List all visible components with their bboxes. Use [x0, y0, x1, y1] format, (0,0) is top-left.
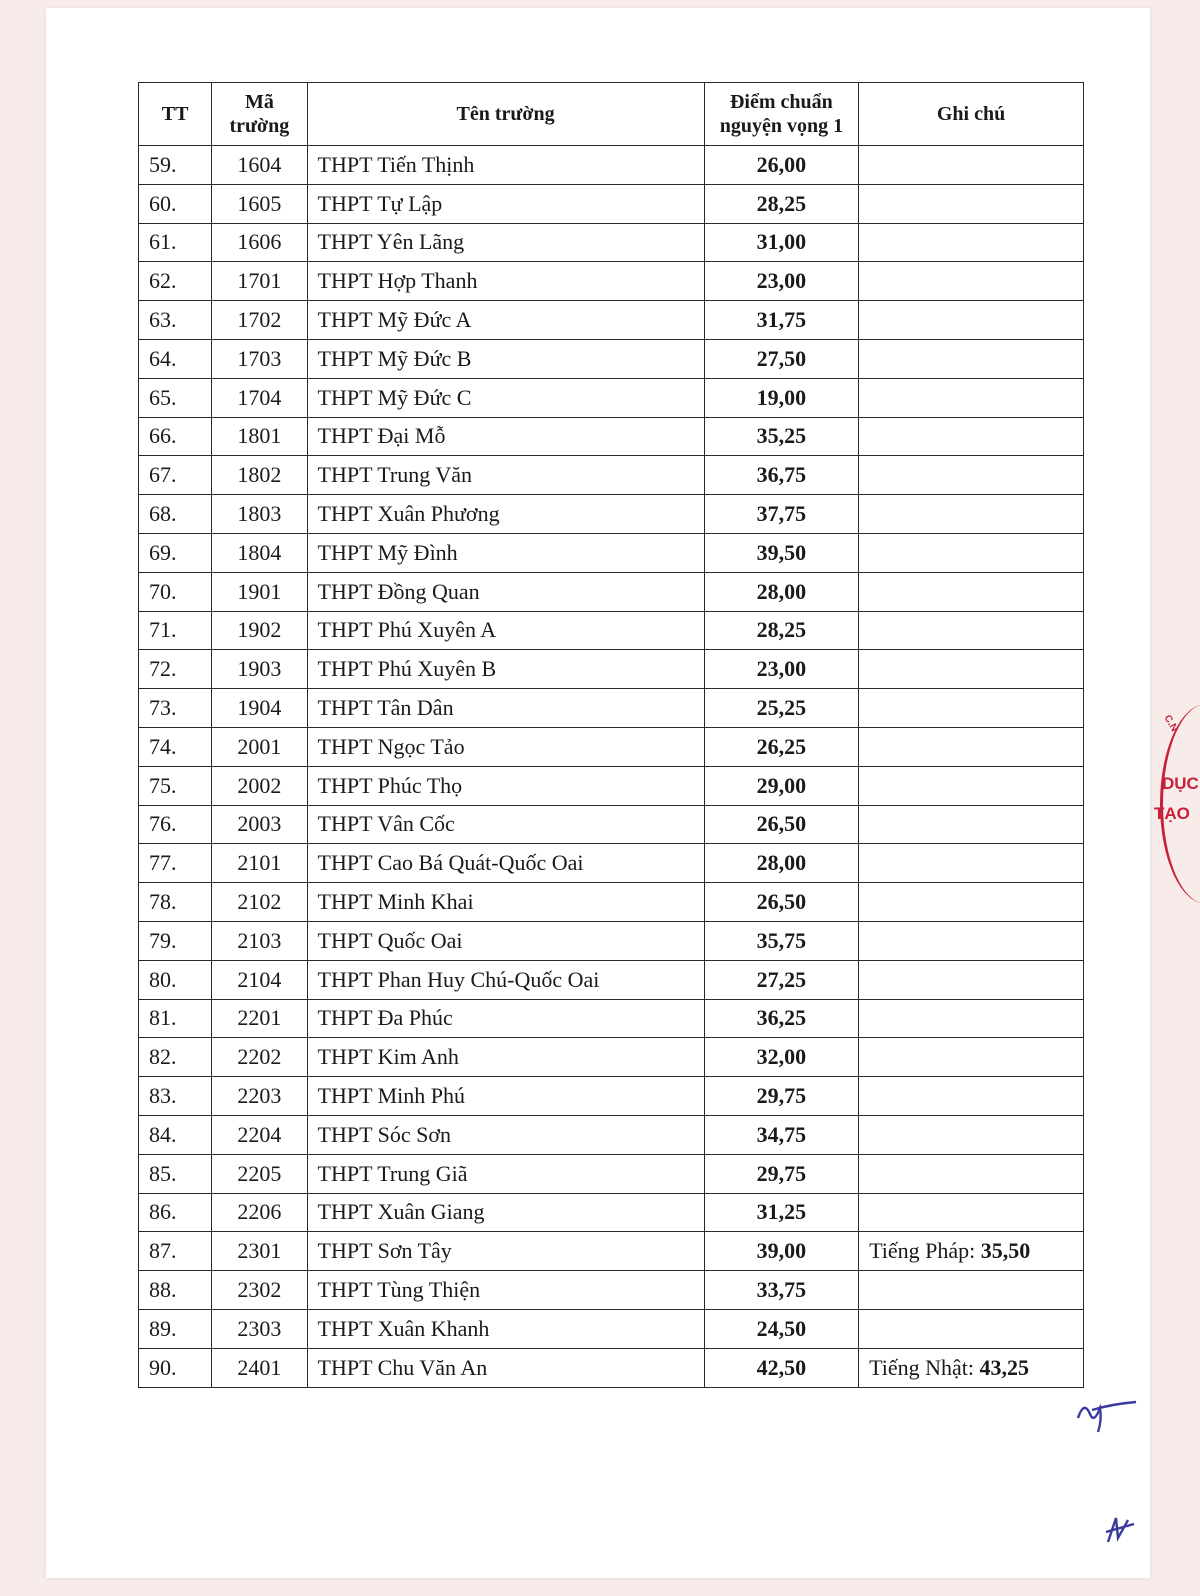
cell-ma-truong: 2202	[212, 1038, 307, 1077]
cell-diem-chuan: 27,25	[704, 960, 858, 999]
cell-diem-chuan: 26,50	[704, 883, 858, 922]
cell-ten-truong: THPT Chu Văn An	[307, 1348, 704, 1387]
cell-ten-truong: THPT Phú Xuyên B	[307, 650, 704, 689]
cell-diem-chuan: 36,75	[704, 456, 858, 495]
cell-ten-truong: THPT Minh Phú	[307, 1077, 704, 1116]
cell-ten-truong: THPT Phúc Thọ	[307, 766, 704, 805]
table-row	[139, 417, 1084, 456]
cell-diem-chuan: 31,75	[704, 301, 858, 340]
cell-tt: 64.	[139, 339, 212, 378]
cell-ten-truong: THPT Tân Dân	[307, 689, 704, 728]
cell-ten-truong: THPT Vân Cốc	[307, 805, 704, 844]
cell-ten-truong: THPT Minh Khai	[307, 883, 704, 922]
cell-ghi-chu	[859, 184, 1084, 223]
cell-diem-chuan: 42,50	[704, 1348, 858, 1387]
handwritten-initial-mark	[1102, 1508, 1142, 1548]
cell-ghi-chu	[859, 689, 1084, 728]
cell-tt: 72.	[139, 650, 212, 689]
seal-text-2: TẠO	[1154, 804, 1190, 823]
table-row	[139, 223, 1084, 262]
cell-tt: 73.	[139, 689, 212, 728]
cell-ten-truong: THPT Phú Xuyên A	[307, 611, 704, 650]
header-diem-chuan	[704, 83, 858, 146]
cell-ten-truong: THPT Tiến Thịnh	[307, 146, 704, 185]
cell-ten-truong: THPT Hợp Thanh	[307, 262, 704, 301]
table-row	[139, 766, 1084, 805]
cell-ghi-chu	[859, 650, 1084, 689]
cell-diem-chuan: 29,75	[704, 1154, 858, 1193]
note-label: Tiếng Pháp:	[869, 1238, 976, 1264]
cell-ghi-chu	[859, 456, 1084, 495]
cell-ghi-chu	[859, 999, 1084, 1038]
cell-tt: 74.	[139, 727, 212, 766]
cell-ten-truong: THPT Yên Lãng	[307, 223, 704, 262]
cell-diem-chuan: 39,00	[704, 1232, 858, 1271]
cell-diem-chuan: 26,00	[704, 146, 858, 185]
cell-ma-truong: 1802	[212, 456, 307, 495]
cell-diem-chuan: 19,00	[704, 378, 858, 417]
cell-ghi-chu	[859, 921, 1084, 960]
table-row	[139, 1038, 1084, 1077]
cell-tt: 78.	[139, 883, 212, 922]
cell-ma-truong: 1904	[212, 689, 307, 728]
cell-diem-chuan: 39,50	[704, 533, 858, 572]
cell-ma-truong: 2102	[212, 883, 307, 922]
table-row	[139, 1232, 1084, 1271]
seal-text-1: DỤC	[1162, 774, 1199, 793]
cell-ma-truong: 2101	[212, 844, 307, 883]
cell-tt: 62.	[139, 262, 212, 301]
cell-diem-chuan: 28,25	[704, 611, 858, 650]
table-row	[139, 727, 1084, 766]
cell-ten-truong: THPT Trung Văn	[307, 456, 704, 495]
cell-ma-truong: 2401	[212, 1348, 307, 1387]
cell-ghi-chu	[859, 805, 1084, 844]
table-header-row	[139, 83, 1084, 146]
cell-tt: 63.	[139, 301, 212, 340]
table-row	[139, 921, 1084, 960]
cell-ten-truong: THPT Đồng Quan	[307, 572, 704, 611]
cell-ghi-chu	[859, 883, 1084, 922]
cell-tt: 77.	[139, 844, 212, 883]
cell-ma-truong: 1803	[212, 495, 307, 534]
cell-ma-truong: 1606	[212, 223, 307, 262]
cell-tt: 76.	[139, 805, 212, 844]
cell-tt: 83.	[139, 1077, 212, 1116]
cell-tt: 71.	[139, 611, 212, 650]
red-seal-stamp	[1152, 708, 1199, 898]
cell-ghi-chu	[859, 960, 1084, 999]
seal-text-top: C.N	[1161, 713, 1180, 734]
table-row	[139, 1193, 1084, 1232]
cell-ma-truong: 1703	[212, 339, 307, 378]
cell-diem-chuan: 33,75	[704, 1271, 858, 1310]
cell-ghi-chu	[859, 495, 1084, 534]
cell-ma-truong: 1804	[212, 533, 307, 572]
header-ghi-chu: Ghi chú	[859, 83, 1084, 146]
cell-ten-truong: THPT Sơn Tây	[307, 1232, 704, 1271]
cell-ma-truong: 1901	[212, 572, 307, 611]
cell-tt: 59.	[139, 146, 212, 185]
cell-ten-truong: THPT Mỹ Đức C	[307, 378, 704, 417]
table-row	[139, 960, 1084, 999]
cell-tt: 66.	[139, 417, 212, 456]
cell-ten-truong: THPT Cao Bá Quát-Quốc Oai	[307, 844, 704, 883]
cell-ghi-chu	[859, 727, 1084, 766]
cell-tt: 67.	[139, 456, 212, 495]
admission-scores-table	[138, 82, 1084, 1388]
table-row	[139, 1309, 1084, 1348]
note-value: 43,25	[979, 1354, 1030, 1380]
cell-ten-truong: THPT Trung Giã	[307, 1154, 704, 1193]
cell-diem-chuan: 24,50	[704, 1309, 858, 1348]
cell-ma-truong: 2205	[212, 1154, 307, 1193]
cell-ghi-chu	[859, 766, 1084, 805]
cell-ghi-chu	[859, 1271, 1084, 1310]
cell-ten-truong: THPT Kim Anh	[307, 1038, 704, 1077]
table-row	[139, 805, 1084, 844]
header-diem-line1: Điểm chuẩn	[729, 91, 833, 113]
document-page	[46, 8, 1199, 1578]
cell-diem-chuan: 34,75	[704, 1115, 858, 1154]
cell-ten-truong: THPT Ngọc Tảo	[307, 727, 704, 766]
cell-ten-truong: THPT Xuân Khanh	[307, 1309, 704, 1348]
cell-tt: 80.	[139, 960, 212, 999]
cell-ma-truong: 1903	[212, 650, 307, 689]
cell-diem-chuan: 36,25	[704, 999, 858, 1038]
cell-ten-truong: THPT Đại Mỗ	[307, 417, 704, 456]
header-ma-truong-line1: Mã	[244, 91, 274, 113]
cell-ten-truong: THPT Mỹ Đình	[307, 533, 704, 572]
cell-diem-chuan: 32,00	[704, 1038, 858, 1077]
cell-ten-truong: THPT Đa Phúc	[307, 999, 704, 1038]
cell-tt: 84.	[139, 1115, 212, 1154]
header-ma-truong-line2: trường	[229, 115, 290, 137]
cell-tt: 60.	[139, 184, 212, 223]
handwritten-initial-signature	[1070, 1388, 1140, 1444]
cell-ghi-chu	[859, 223, 1084, 262]
table-row	[139, 883, 1084, 922]
cell-ma-truong: 1902	[212, 611, 307, 650]
cell-ma-truong: 1605	[212, 184, 307, 223]
cell-ma-truong: 1801	[212, 417, 307, 456]
cell-ma-truong: 2203	[212, 1077, 307, 1116]
cell-ghi-chu	[859, 1038, 1084, 1077]
cell-tt: 89.	[139, 1309, 212, 1348]
cell-tt: 88.	[139, 1271, 212, 1310]
cell-tt: 69.	[139, 533, 212, 572]
header-ten-truong: Tên trường	[307, 83, 704, 146]
cell-ghi-chu	[859, 611, 1084, 650]
cell-ten-truong: THPT Sóc Sơn	[307, 1115, 704, 1154]
header-diem-line2: nguyện vọng 1	[719, 115, 844, 137]
cell-ghi-chu	[859, 1077, 1084, 1116]
cell-ten-truong: THPT Xuân Giang	[307, 1193, 704, 1232]
table-row	[139, 1154, 1084, 1193]
cell-diem-chuan: 28,00	[704, 572, 858, 611]
cell-diem-chuan: 26,50	[704, 805, 858, 844]
cell-ghi-chu	[859, 1309, 1084, 1348]
table-row	[139, 650, 1084, 689]
cell-diem-chuan: 31,25	[704, 1193, 858, 1232]
table-body	[139, 146, 1084, 1388]
cell-ten-truong: THPT Tùng Thiện	[307, 1271, 704, 1310]
cell-ten-truong: THPT Mỹ Đức B	[307, 339, 704, 378]
cell-diem-chuan: 23,00	[704, 650, 858, 689]
cell-ten-truong: THPT Mỹ Đức A	[307, 301, 704, 340]
cell-diem-chuan: 27,50	[704, 339, 858, 378]
cell-ghi-chu	[859, 301, 1084, 340]
note-value: 35,50	[980, 1238, 1031, 1264]
cell-ten-truong: THPT Quốc Oai	[307, 921, 704, 960]
table-row	[139, 301, 1084, 340]
cell-ten-truong: THPT Tự Lập	[307, 184, 704, 223]
cell-diem-chuan: 37,75	[704, 495, 858, 534]
cell-ma-truong: 2002	[212, 766, 307, 805]
cell-diem-chuan: 29,75	[704, 1077, 858, 1116]
cell-tt: 90.	[139, 1348, 212, 1387]
table-row	[139, 689, 1084, 728]
cell-ma-truong: 2302	[212, 1271, 307, 1310]
table-row	[139, 146, 1084, 185]
table-row	[139, 456, 1084, 495]
cell-ma-truong: 2104	[212, 960, 307, 999]
cell-ghi-chu	[859, 1154, 1084, 1193]
cell-ghi-chu	[859, 146, 1084, 185]
table-row	[139, 495, 1084, 534]
cell-ma-truong: 1702	[212, 301, 307, 340]
cell-diem-chuan: 25,25	[704, 689, 858, 728]
table-row	[139, 999, 1084, 1038]
table-row	[139, 1115, 1084, 1154]
cell-ma-truong: 2303	[212, 1309, 307, 1348]
cell-ma-truong: 2301	[212, 1232, 307, 1271]
cell-tt: 68.	[139, 495, 212, 534]
cell-diem-chuan: 23,00	[704, 262, 858, 301]
table-row	[139, 378, 1084, 417]
cell-tt: 70.	[139, 572, 212, 611]
cell-diem-chuan: 35,75	[704, 921, 858, 960]
cell-ghi-chu	[859, 417, 1084, 456]
cell-ten-truong: THPT Phan Huy Chú-Quốc Oai	[307, 960, 704, 999]
cell-tt: 85.	[139, 1154, 212, 1193]
cell-diem-chuan: 31,00	[704, 223, 858, 262]
cell-diem-chuan: 28,00	[704, 844, 858, 883]
cell-diem-chuan: 35,25	[704, 417, 858, 456]
cell-tt: 86.	[139, 1193, 212, 1232]
cell-diem-chuan: 28,25	[704, 184, 858, 223]
cell-ma-truong: 1604	[212, 146, 307, 185]
cell-ma-truong: 2001	[212, 727, 307, 766]
cell-ghi-chu	[859, 1115, 1084, 1154]
cell-tt: 79.	[139, 921, 212, 960]
cell-ghi-chu	[859, 1232, 1084, 1271]
table-row	[139, 339, 1084, 378]
cell-ghi-chu	[859, 378, 1084, 417]
cell-ma-truong: 2204	[212, 1115, 307, 1154]
cell-tt: 75.	[139, 766, 212, 805]
cell-tt: 61.	[139, 223, 212, 262]
table-row	[139, 533, 1084, 572]
table-row	[139, 262, 1084, 301]
cell-ghi-chu	[859, 262, 1084, 301]
cell-ghi-chu	[859, 339, 1084, 378]
cell-tt: 65.	[139, 378, 212, 417]
cell-ghi-chu	[859, 1348, 1084, 1387]
cell-ma-truong: 2206	[212, 1193, 307, 1232]
table-row	[139, 572, 1084, 611]
header-ma-truong	[212, 83, 307, 146]
cell-ghi-chu	[859, 1193, 1084, 1232]
cell-ma-truong: 1704	[212, 378, 307, 417]
cell-tt: 87.	[139, 1232, 212, 1271]
table-row	[139, 184, 1084, 223]
cell-ten-truong: THPT Xuân Phương	[307, 495, 704, 534]
table-row	[139, 1348, 1084, 1387]
cell-ma-truong: 2003	[212, 805, 307, 844]
table-row	[139, 844, 1084, 883]
cell-diem-chuan: 26,25	[704, 727, 858, 766]
table-row	[139, 1077, 1084, 1116]
table-row	[139, 611, 1084, 650]
cell-ma-truong: 2103	[212, 921, 307, 960]
cell-tt: 81.	[139, 999, 212, 1038]
cell-ma-truong: 1701	[212, 262, 307, 301]
cell-ghi-chu	[859, 533, 1084, 572]
cell-tt: 82.	[139, 1038, 212, 1077]
cell-ma-truong: 2201	[212, 999, 307, 1038]
cell-diem-chuan: 29,00	[704, 766, 858, 805]
table-row	[139, 1271, 1084, 1310]
note-label: Tiếng Nhật:	[869, 1354, 975, 1380]
header-tt: TT	[139, 83, 212, 146]
cell-ghi-chu	[859, 572, 1084, 611]
cell-ghi-chu	[859, 844, 1084, 883]
